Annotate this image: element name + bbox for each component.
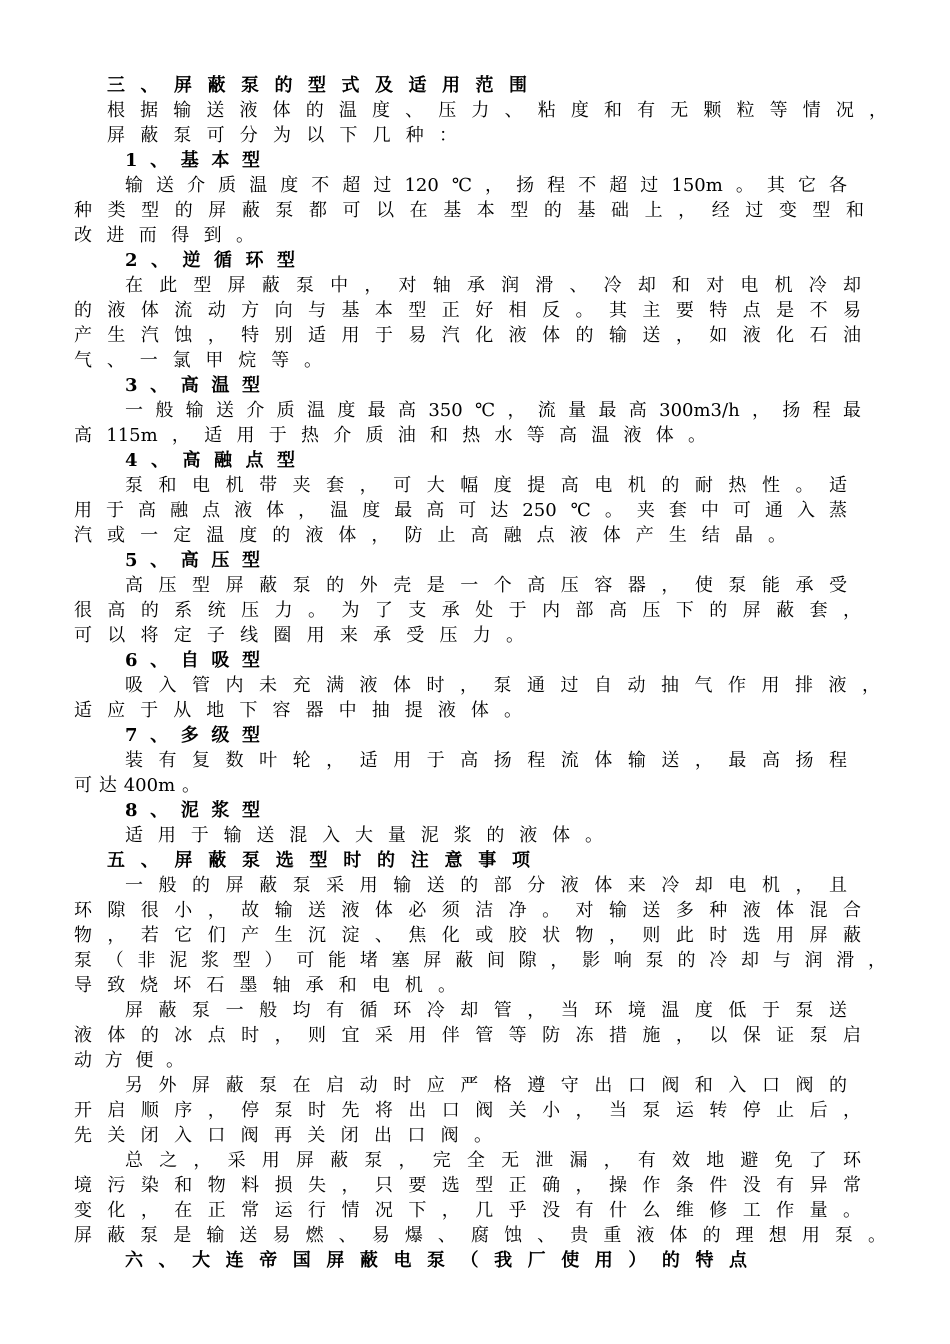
paragraph-line: 种类型的屏蔽泵都可以在基本型的基础上，经过变型和 bbox=[74, 200, 864, 221]
paragraph-line: 产生汽蚀，特别适用于易汽化液体的输送，如液化石油 bbox=[74, 325, 861, 346]
paragraph-line: 高115m，适用于热介质油和热水等高温液体。 bbox=[74, 425, 706, 446]
paragraph-line: 环隙很小，故输送液体必须洁净。对输送多种液体混合 bbox=[74, 900, 861, 921]
subheading-reverse-circulation: 2、逆循环型 bbox=[125, 250, 295, 271]
paragraph-line: 境污染和物料损失，只要选型正确，操作条件没有异常 bbox=[74, 1175, 861, 1196]
subheading-high-melting-point: 4、高融点型 bbox=[125, 450, 295, 471]
paragraph-line: 适用于输送混入大量泥浆的液体。 bbox=[125, 825, 603, 846]
paragraph-line: 先关闭入口阀再关闭出口阀。 bbox=[74, 1125, 492, 1146]
subheading-self-priming: 6、自吸型 bbox=[125, 650, 260, 671]
section-heading-3: 三、屏蔽泵的型式及适用范围 bbox=[107, 75, 527, 96]
paragraph-line: 很高的系统压力。为了支承处于内部高压下的屏蔽套， bbox=[74, 600, 861, 621]
paragraph-line: 根据输送液体的温度、压力、粘度和有无颗粒等情况， bbox=[107, 100, 887, 121]
paragraph-line: 高压型屏蔽泵的外壳是一个高压容器，使泵能承受 bbox=[125, 575, 847, 596]
subheading-high-pressure: 5、高压型 bbox=[125, 550, 260, 571]
paragraph-line: 改进而得到。 bbox=[74, 225, 254, 246]
paragraph-line: 可以将定子线圈用来承受压力。 bbox=[74, 625, 524, 646]
subheading-multistage: 7、多级型 bbox=[125, 725, 260, 746]
paragraph-line: 适应于从地下容器中抽提液体。 bbox=[74, 700, 522, 721]
paragraph-line: 汽或一定温度的液体，防止高融点液体产生结晶。 bbox=[74, 525, 786, 546]
paragraph-line: 另外屏蔽泵在启动时应严格遵守出口阀和入口阀的 bbox=[125, 1075, 847, 1096]
paragraph-line: 的液体流动方向与基本型正好相反。其主要特点是不易 bbox=[74, 300, 861, 321]
paragraph-line: 一般输送介质温度最高350℃，流量最高300m3/h，扬程最 bbox=[125, 400, 861, 421]
paragraph-line: 在此型屏蔽泵中，对轴承润滑、冷却和对电机冷却 bbox=[125, 275, 861, 296]
subheading-basic-type: 1、基本型 bbox=[125, 150, 260, 171]
paragraph-line: 动方便。 bbox=[74, 1050, 184, 1071]
paragraph-line: 屏蔽泵可分为以下几种： bbox=[107, 125, 457, 146]
paragraph-line: 变化，在正常运行情况下，几乎没有什么维修工作量。 bbox=[74, 1200, 861, 1221]
paragraph-line: 用于高融点液体，温度最高可达250℃。夹套中可通入蒸 bbox=[74, 500, 847, 521]
paragraph-line: 开启顺序，停泵时先将出口阀关小，当泵运转停止后， bbox=[74, 1100, 861, 1121]
paragraph-line: 吸入管内未充满液体时，泵通过自动抽气作用排液， bbox=[125, 675, 880, 696]
paragraph-line: 泵和电机带夹套，可大幅度提高电机的耐热性。适 bbox=[125, 475, 847, 496]
paragraph-line: 液体的冰点时，则宜采用伴管等防冻措施，以保证泵启 bbox=[74, 1025, 861, 1046]
paragraph-line: 一般的屏蔽泵采用输送的部分液体来冷却电机，且 bbox=[125, 875, 847, 896]
paragraph-line: 气、一氯甲烷等。 bbox=[74, 350, 322, 371]
paragraph-line: 泵（非泥浆型）可能堵塞屏蔽间隙，影响泵的冷却与润滑， bbox=[74, 950, 886, 971]
paragraph-line: 可达400m。 bbox=[74, 775, 200, 796]
section-heading-5: 五、屏蔽泵选型时的注意事项 bbox=[107, 850, 530, 871]
subheading-slurry: 8、泥浆型 bbox=[125, 800, 260, 821]
paragraph-line: 屏蔽泵一般均有循环冷却管，当环境温度低于泵送 bbox=[125, 1000, 847, 1021]
subheading-high-temperature: 3、高温型 bbox=[125, 375, 260, 396]
paragraph-line: 屏蔽泵是输送易燃、易爆、腐蚀、贵重液体的理想用泵。 bbox=[74, 1225, 886, 1246]
paragraph-line: 导致烧坏石墨轴承和电机。 bbox=[74, 975, 456, 996]
paragraph-line: 总之，采用屏蔽泵，完全无泄漏，有效地避免了环 bbox=[125, 1150, 861, 1171]
paragraph-line: 装有复数叶轮，适用于高扬程流体输送，最高扬程 bbox=[125, 750, 847, 771]
paragraph-line: 物，若它们产生沉淀、焦化或胶状物，则此时选用屏蔽 bbox=[74, 925, 861, 946]
paragraph-line: 输送介质温度不超过120℃，扬程不超过150m。其它各 bbox=[125, 175, 847, 196]
section-heading-6: 六、大连帝国屏蔽电泵（我厂使用）的特点 bbox=[125, 1250, 747, 1271]
